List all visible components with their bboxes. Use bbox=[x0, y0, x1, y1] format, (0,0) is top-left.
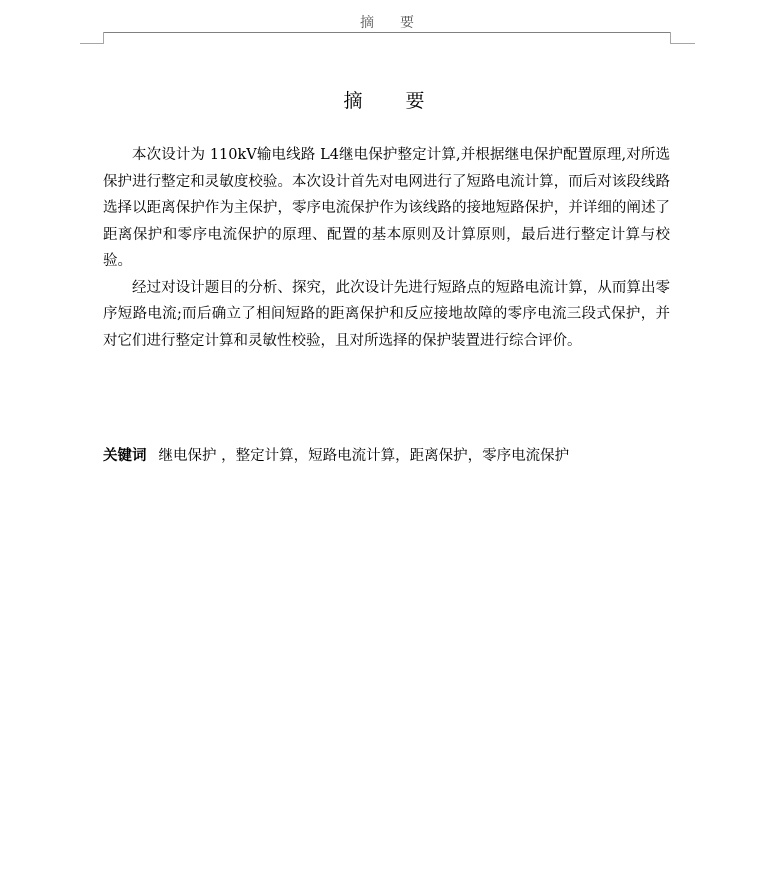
keywords-line bbox=[103, 444, 670, 468]
crop-mark-left bbox=[80, 32, 104, 44]
keywords-label: 关键词 bbox=[103, 448, 147, 464]
page-title: 摘 要 bbox=[343, 90, 437, 112]
abstract-body bbox=[103, 142, 670, 354]
keywords-text: 继电保护 ，整定计算，短路电流计算，距离保护，零序电流保护 bbox=[158, 448, 570, 464]
abstract-paragraph-2: 经过对设计题目的分析、探究，此次设计先进行短路点的短路电流计算，从而算出零序短路电流;而后确立了相间短路的距离保护和反应接地故障的零序电流三段式保护，并对它们进行整定计算和灵敏性校验，且对所选择的保护装置进行综合评价。 bbox=[103, 279, 670, 349]
abstract-paragraph-1: 本次设计为 110kV输电线路 L4继电保护整定计算,并根据继电保护配置原理,对所选保护进行整定和灵敏度校验。本次设计首先对电网进行了短路电流计算，而后对该段线路选择以距离保护作为主保护，零序电流保护作为该线路的接地短路保护，并详细的阐述了距离保护和零序电流保护的原理、配置的基本原则及计算原则，最后进行整定计算与校验。 bbox=[103, 147, 670, 269]
running-header: 摘 要 bbox=[360, 15, 420, 31]
header-rule bbox=[103, 32, 670, 33]
crop-mark-right bbox=[670, 32, 695, 44]
